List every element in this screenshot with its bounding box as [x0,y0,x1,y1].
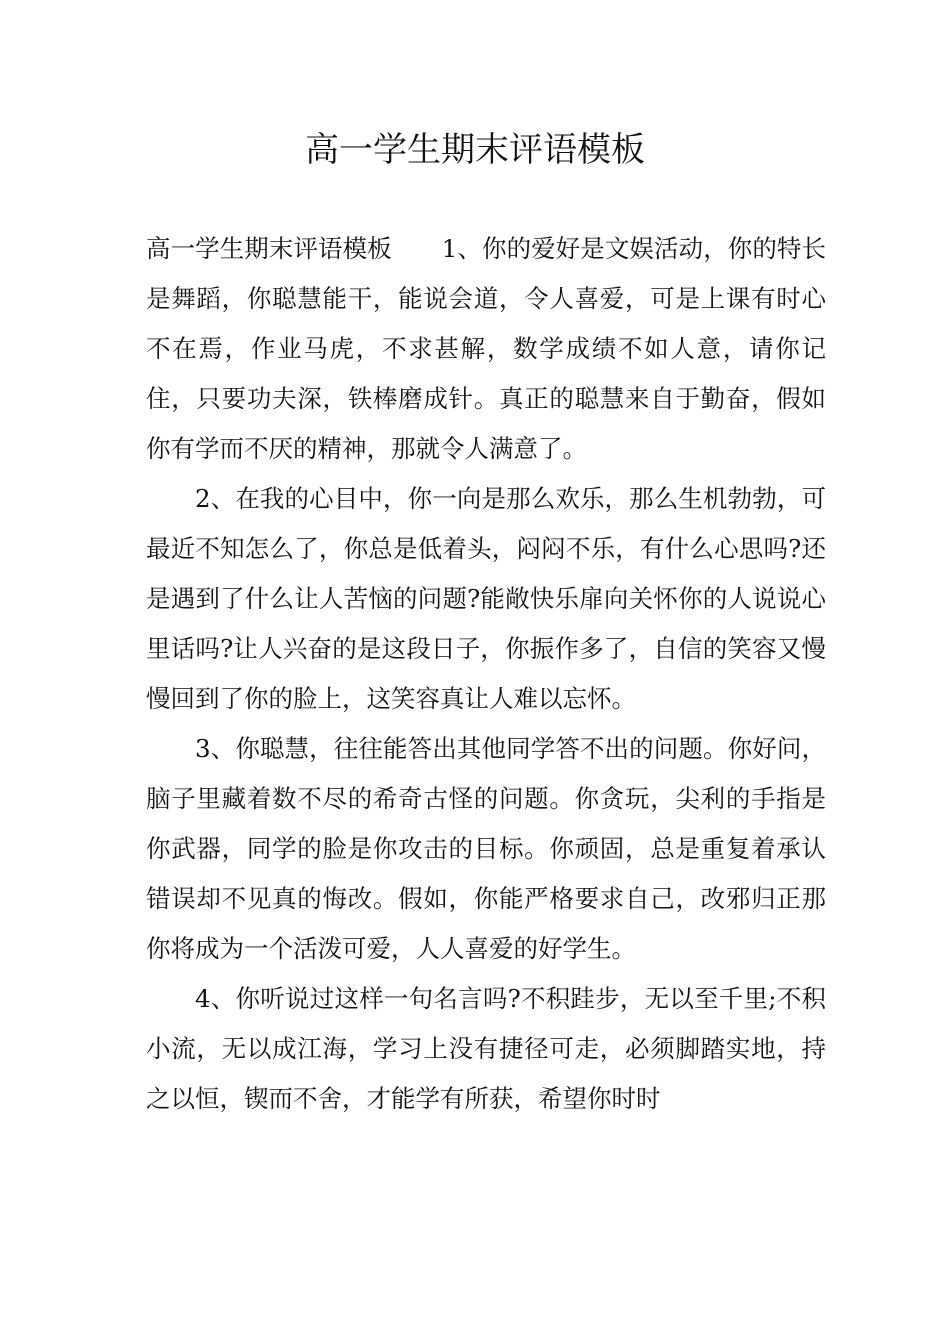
intro-heading: 高一学生期末评语模板 [146,234,392,263]
paragraph-1-text: 1、你的爱好是文娱活动，你的特长是舞蹈，你聪慧能干，能说会道，令人喜爱，可是上课有时心不在焉，作业马虎，不求甚解，数学成绩不如人意，请你记住，只要功夫深，铁棒磨成针。真正的聪慧来自于勤奋，假如你有学而不厌的精神，那就令人满意了。 [146,234,826,463]
paragraph-4: 4、你听说过这样一句名言吗?不积跬步，无以至千里;不积小流，无以成江海，学习上没有捷径可走，必须脚踏实地，持之以恒，锲而不舍，才能学有所获，希望你时时 [146,984,826,1113]
paragraph-3: 3、你聪慧，往往能答出其他同学答不出的问题。你好问，脑子里藏着数不尽的希奇古怪的问题。你贪玩，尖利的手指是你武器，同学的脸是你攻击的目标。你顽固，总是重复着承认错误却不见真的悔改。假如，你能严格要求自己，改邪归正那你将成为一个活泼可爱，人人喜爱的好学生。 [146,734,826,963]
document-body [146,224,826,1124]
page-title: 高一学生期末评语模板 [305,130,645,170]
paragraph-2: 2、在我的心目中，你一向是那么欢乐，那么生机勃勃，可最近不知怎么了，你总是低着头，闷闷不乐，有什么心思吗?还是遇到了什么让人苦恼的问题?能敞快乐扉向关怀你的人说说心里话吗?让人兴奋的是这段日子，你振作多了，自信的笑容又慢慢回到了你的脸上，这笑容真让人难以忘怀。 [146,484,826,713]
paragraph-1 [146,224,826,474]
